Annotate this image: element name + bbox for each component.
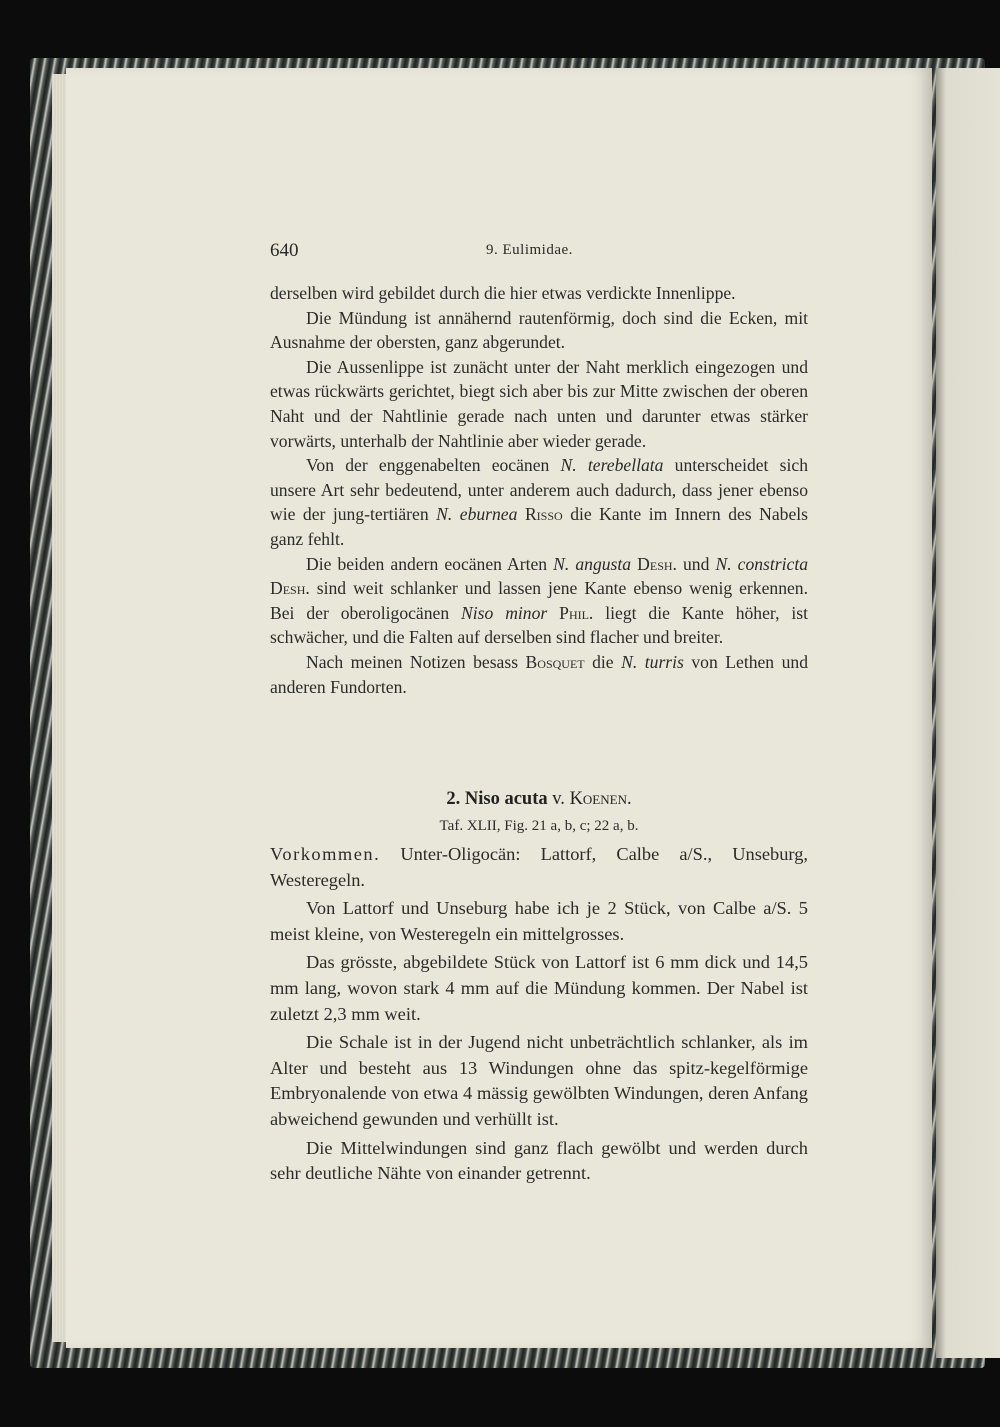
text-span: die: [584, 651, 622, 672]
paragraph: [270, 552, 808, 650]
paragraph: [270, 650, 808, 699]
author-name: Phil.: [559, 602, 594, 623]
species-name: N. constricta: [715, 553, 809, 574]
paragraph: Das grösste, abgebildete Stück von Lattorf ist 6 mm dick und 14,5 mm lang, wovon stark 4 mm auf die Mündung kommen. Der Nabel ist zuletzt 2,3 mm weit.: [270, 952, 808, 1024]
species-title: Niso acuta: [464, 789, 548, 809]
text-span: sind weit schlanker und lassen jene Kante ebenso wenig erkennen. Bei der oberoligocänen: [270, 578, 808, 623]
text-span: liegt die Kante höher, ist schwächer, und die Falten auf derselben sind flacher und breiter.: [270, 602, 808, 648]
paragraph: Die Mündung ist annähernd rautenförmig, doch sind die Ecken, mit Ausnahme der obersten, ganz abgerundet.: [270, 307, 808, 353]
species-name: N. eburnea: [436, 504, 518, 525]
text-span: unterscheidet sich unsere Art sehr bedeutend, unter anderem auch dadurch, dass jener ebenso wie der jung-tertiären: [270, 455, 808, 525]
species-name: Niso minor: [461, 602, 548, 623]
author-name: Koenen.: [569, 789, 632, 809]
author-name: Desh.: [637, 553, 677, 574]
chapter-title: 9. Eulimidae.: [486, 242, 573, 258]
author-name: Desh.: [270, 578, 310, 599]
upper-body-text: [270, 281, 808, 699]
lower-body-text: [270, 842, 808, 1190]
occurrence-label: Vorkommen.: [270, 844, 381, 864]
paragraph: Die Schale ist in der Jugend nicht unbeträchtlich schlanker, als im Alter und besteht aus 13 Windungen ohne das spitz-kegelförmige Embryonalende von etwa 4 mässig gewölbten Windungen, deren Anfang abweichend gewunden und verhüllt ist.: [270, 1032, 808, 1129]
species-name: N. turris: [621, 651, 684, 672]
text-span: Nach meinen Notizen besass: [306, 651, 526, 672]
running-head: [270, 240, 810, 266]
section-number: 2.: [446, 789, 461, 809]
text-span: [547, 603, 559, 623]
page-number: 640: [270, 240, 299, 261]
species-heading: [270, 789, 808, 810]
facing-page-edge: [936, 68, 1000, 1358]
species-name: N. angusta: [553, 553, 632, 574]
paragraph: [270, 453, 808, 551]
author-name: Risso: [524, 504, 563, 525]
text-span: von Lethen und anderen Fundorten.: [270, 651, 808, 697]
text-span: die Kante im Innern des Nabels ganz fehlt.: [270, 504, 809, 549]
text-span: Unter-Oligocän: Lattorf, Calbe a/S., Unseburg, Westeregeln.: [270, 844, 808, 890]
text-span: und: [676, 553, 716, 574]
plate-reference: Taf. XLII, Fig. 21 a, b, c; 22 a, b.: [439, 818, 639, 834]
author-name: Bosquet: [525, 651, 585, 672]
text-span: [517, 504, 525, 524]
text-span: Die beiden andern eocänen Arten: [306, 553, 554, 574]
paragraph: Von Lattorf und Unseburg habe ich je 2 Stück, von Calbe a/S. 5 meist kleine, von Westeregeln ein mittelgrosses.: [270, 898, 808, 944]
author-prefix: v.: [552, 789, 565, 809]
paragraph: Die Aussenlippe ist zunächt unter der Naht merklich eingezogen und etwas rückwärts gerichtet, biegt sich aber bis zur Mitte zwischen der oberen Naht und der Nahtlinie gerade nach unten und darunter etwas stärker vorwärts, unterhalb der Nahtlinie aber wieder gerade.: [270, 356, 808, 451]
paragraph: Die Mittelwindungen sind ganz flach gewölbt und werden durch sehr deutliche Nähte von einander getrennt.: [270, 1137, 808, 1184]
species-name: N. terebellata: [560, 455, 664, 476]
text-span: Von der enggenabelten eocänen: [306, 455, 561, 476]
paragraph: [270, 842, 808, 893]
paragraph: derselben wird gebildet durch die hier etwas verdickte Innenlippe.: [270, 283, 736, 303]
